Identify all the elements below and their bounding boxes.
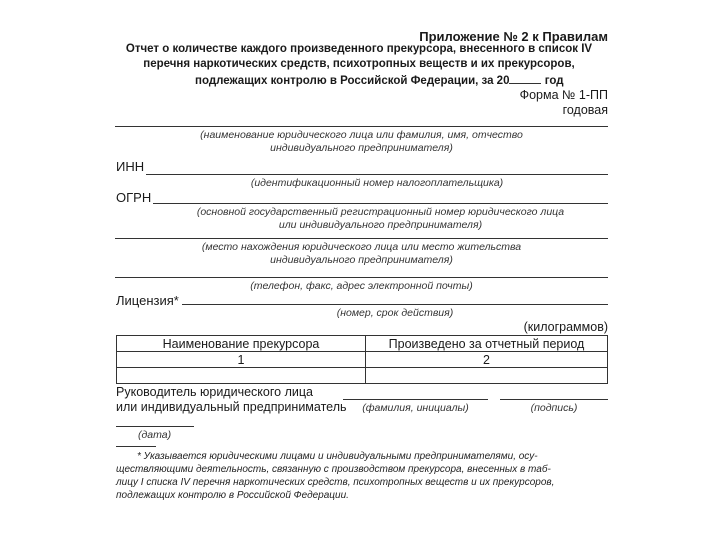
ogrn-line <box>153 203 608 204</box>
license-label: Лицензия* <box>116 293 179 308</box>
year-blank <box>509 73 541 84</box>
footnote-separator <box>116 446 156 447</box>
column-number-1: 1 <box>117 352 366 368</box>
license-caption: (номер, срок действия) <box>336 307 454 319</box>
name-initials-caption: (фамилия, инициалы) <box>362 402 469 414</box>
report-title-line-3-text: подлежащих контролю в Российской Федерации, за 20 <box>195 75 510 87</box>
ogrn-caption-1: (основной государственный регистрационный номер юридического лица <box>196 206 565 218</box>
sign-caption: (подпись) <box>530 402 578 414</box>
form-period: годовая <box>562 103 608 117</box>
footnote-line-2: ществляющими деятельность, связанную с производством прекурсора, внесенных в таб- <box>116 464 551 475</box>
report-title-line-1: Отчет о количестве каждого произведенного прекурсора, внесенного в список IV <box>125 43 593 55</box>
inn-label: ИНН <box>116 159 145 174</box>
org-name-caption-2: индивидуального предпринимателя) <box>270 142 453 154</box>
inn-caption: (идентификационный номер налогоплательщика) <box>250 177 504 189</box>
org-name-caption-1: (наименование юридического лица или фамилия, имя, отчество <box>200 129 523 141</box>
name-signature-line <box>343 399 488 400</box>
table-cell-produced <box>366 368 608 384</box>
head-label-line-2: или индивидуальный предприниматель <box>116 400 347 414</box>
report-title-line-3 <box>195 73 564 87</box>
column-header-produced: Произведено за отчетный период <box>366 336 608 352</box>
inn-line <box>146 174 608 175</box>
form-number: Форма № 1-ПП <box>519 88 608 102</box>
precursor-table <box>116 335 608 384</box>
address-line <box>115 238 608 239</box>
license-line <box>182 304 608 305</box>
contacts-line <box>115 277 608 278</box>
footnote-line-4: подлежащих контролю в Российской Федерации. <box>116 490 349 501</box>
table-number-row <box>117 352 608 368</box>
footnote-line-1: * Указывается юридическими лицами и индивидуальными предпринимателями, осу- <box>137 451 538 462</box>
date-line <box>116 426 194 427</box>
table-cell-precursor <box>117 368 366 384</box>
ogrn-label: ОГРН <box>116 190 152 205</box>
report-title-line-2: перечня наркотических средств, психотропных веществ и их прекурсоров, <box>143 58 575 70</box>
sign-line <box>500 399 608 400</box>
column-number-2: 2 <box>366 352 608 368</box>
footnote-line-3: лицу I списка IV перечня наркотических средств, психотропных веществ и их прекурсоров, <box>116 477 555 488</box>
table-row <box>117 368 608 384</box>
date-caption: (дата) <box>138 429 172 441</box>
address-caption-1: (место нахождения юридического лица или место жительства <box>201 241 522 253</box>
units-label: (килограммов) <box>523 320 608 334</box>
report-title-year-suffix: год <box>544 75 564 87</box>
column-header-precursor-name: Наименование прекурсора <box>117 336 366 352</box>
appendix-reference: Приложение № 2 к Правилам <box>419 29 608 44</box>
ogrn-caption-2: или индивидуального предпринимателя) <box>278 219 483 231</box>
address-caption-2: индивидуального предпринимателя) <box>270 254 453 266</box>
head-label-line-1: Руководитель юридического лица <box>116 385 313 399</box>
table-header-row <box>117 336 608 352</box>
org-name-line <box>115 126 608 127</box>
contacts-caption: (телефон, факс, адрес электронной почты) <box>250 280 473 292</box>
